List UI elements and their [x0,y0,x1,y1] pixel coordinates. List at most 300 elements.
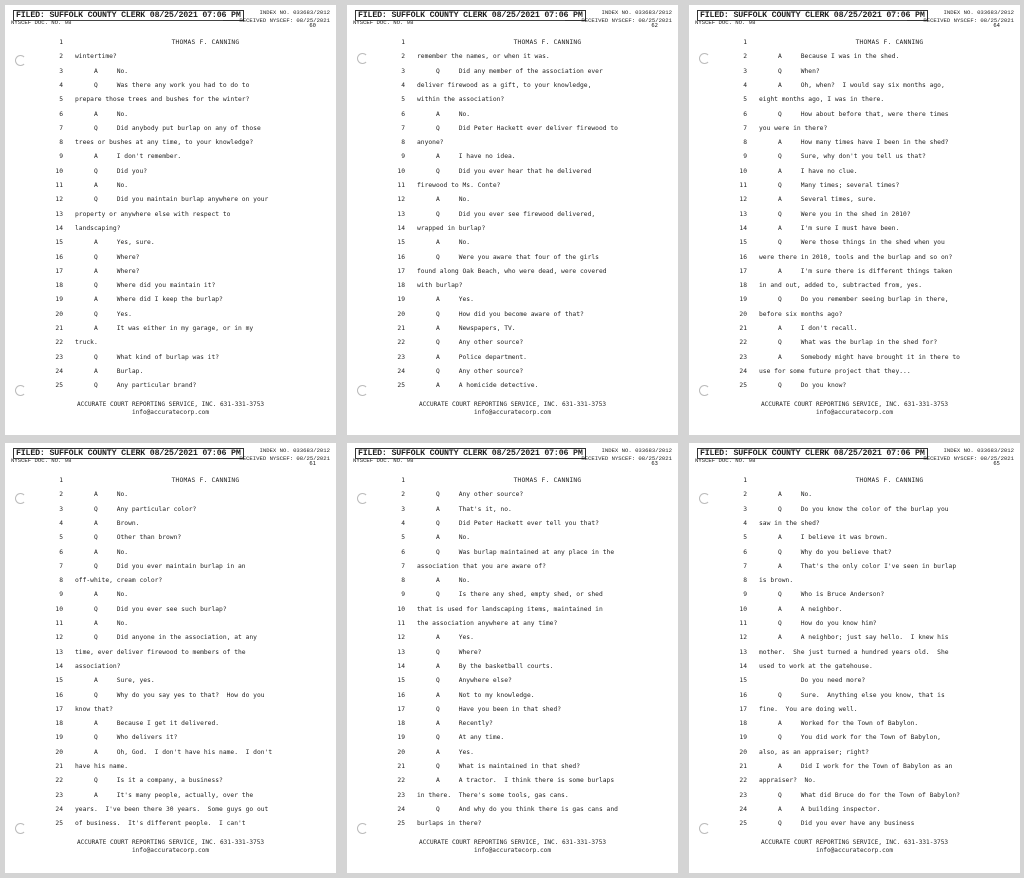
transcript-line [689,50,1020,64]
transcript-line [347,79,678,93]
filed-stamp: FILED: SUFFOLK COUNTY CLERK 08/25/2021 07:06 PM [355,448,586,459]
line-number: 17 [397,267,405,275]
line-number: 18 [397,282,405,290]
reporter-footer [5,401,336,417]
line-text: Q Did you? [75,167,148,175]
line-text: Q At any time. [417,734,505,742]
line-text: A Because I was in the shed. [759,53,900,61]
transcript-line [5,617,336,631]
line-number: 13 [55,210,63,218]
filed-stamp: FILED: SUFFOLK COUNTY CLERK 08/25/2021 07:06 PM [697,448,928,459]
transcript-line [689,293,1020,307]
line-number: 10 [55,167,63,175]
transcript-line [5,222,336,236]
line-number: 15 [397,239,405,247]
line-number: 19 [397,296,405,304]
line-text: Q What kind of burlap was it? [75,353,220,361]
line-number: 25 [739,820,747,828]
line-number: 21 [55,763,63,770]
transcript-line [689,279,1020,293]
transcript-line [5,265,336,279]
line-text: A Somebody might have brought it in there to [759,353,960,361]
transcript-line [689,236,1020,250]
reporter-company: ACCURATE COURT REPORTING SERVICE, INC. 631-331-3753 [418,401,607,408]
line-text: Q Any particular brand? [75,382,197,390]
punch-hole-mark [699,823,710,834]
transcript-line [347,179,678,193]
line-text: A Did I work for the Town of Babylon as an [759,763,953,770]
transcript-line [347,93,678,107]
reporter-footer [689,401,1020,417]
transcript-line [5,646,336,660]
reporter-email: info@accuratecorp.com [815,847,894,854]
line-text: A I'm sure I must have been. [759,224,900,232]
filed-stamp: FILED: SUFFOLK COUNTY CLERK 08/25/2021 07:06 PM [13,448,244,459]
line-text: A Burlap. [75,367,144,375]
line-number: 12 [739,634,747,642]
line-number: 14 [397,662,405,670]
line-text: Q Any other source? [417,339,524,347]
page-number: 62 [651,23,658,29]
line-number: 10 [55,605,63,613]
filing-header [693,9,1016,31]
transcript-line [347,351,678,365]
line-text: found along Oak Beach, who were dead, were covered [417,267,607,275]
transcript-line [689,617,1020,631]
transcript-line [5,336,336,350]
line-text: Q Was there any work you had to do to [75,81,250,89]
transcript-line [5,488,336,502]
line-text: A It was either in my garage, or in my [75,325,254,332]
line-number: 17 [739,705,747,713]
witness-title: THOMAS F. CANNING [513,39,582,46]
line-text: is brown. [759,577,794,585]
line-text: Q Did you ever maintain burlap in an [75,562,246,570]
filing-header [9,447,332,469]
line-text: A Sure, yes. [75,677,155,685]
line-text: A A tractor. I think there is some burlaps [417,777,615,785]
reporter-footer [5,839,336,855]
transcript-line [689,108,1020,122]
punch-hole-mark [699,53,710,64]
transcript-line [347,746,678,760]
transcript-line [5,379,336,393]
transcript-line [689,251,1020,265]
transcript-line [689,208,1020,222]
line-text: A Where did I keep the burlap? [75,296,223,304]
line-text: Q Where did you maintain it? [75,282,216,290]
line-number: 23 [397,353,405,361]
line-number: 19 [55,734,63,742]
punch-hole-mark [15,55,26,66]
line-number: 8 [743,577,747,585]
line-number: 2 [59,491,63,499]
transcript-line [5,660,336,674]
line-number: 22 [739,339,747,347]
page-number: 65 [993,461,1000,467]
line-text: A No. [75,491,129,499]
line-text: A It's many people, actually, over the [75,791,254,799]
transcript-line [5,803,336,817]
line-text: A By the basketball courts. [417,662,554,670]
line-number: 16 [397,691,405,699]
line-text: Q Do you know? [759,382,847,390]
line-text: anyone? [417,139,444,147]
line-text: Q Do you know the color of the burlap you [759,505,949,513]
transcript-line [689,379,1020,393]
reporter-footer [347,839,678,855]
line-number: 20 [739,748,747,756]
filing-header [9,9,332,31]
line-number: 23 [55,353,63,361]
line-number: 13 [397,648,405,656]
transcript-line [689,517,1020,531]
transcript-line [689,79,1020,93]
line-number: 2 [59,53,63,61]
transcript-line [347,731,678,745]
transcript-line [347,617,678,631]
received-date: RECEIVED NYSCEF: 08/25/2021 [923,455,1014,462]
transcript-page [5,443,336,873]
line-text: A A neighbor; just say hello. I knew his [759,634,949,642]
index-number: INDEX NO. 033683/2012 [943,9,1014,16]
line-text: A Yes. [417,296,474,304]
transcript-line [689,36,1020,50]
reporter-email: info@accuratecorp.com [131,847,210,854]
line-number: 24 [739,805,747,813]
line-number: 24 [55,367,63,375]
line-number: 18 [739,282,747,290]
index-number: INDEX NO. 033683/2012 [259,9,330,16]
index-number: INDEX NO. 033683/2012 [601,9,672,16]
line-text: Q Any other source? [417,367,524,375]
line-text: before six months ago? [759,310,843,318]
transcript-line [689,817,1020,831]
line-number: 14 [397,224,405,232]
line-number: 6 [59,110,63,118]
line-text: time, ever deliver firewood to members of the [75,648,246,656]
line-text: appraiser? No. [759,777,816,785]
line-text: Q Did you ever have any business [759,820,915,828]
line-number: 6 [743,548,747,556]
transcript-line [347,193,678,207]
received-date: RECEIVED NYSCEF: 08/25/2021 [239,17,330,24]
transcript-line [689,265,1020,279]
line-number: 11 [739,620,747,627]
line-number: 1 [743,39,747,46]
line-number: 8 [401,577,405,585]
line-number: 1 [743,477,747,484]
transcript-line [347,108,678,122]
transcript-line [689,731,1020,745]
line-text: Q Who delivers it? [75,734,178,742]
line-number: 2 [743,491,747,499]
line-number: 17 [739,267,747,275]
line-number: 11 [397,620,405,627]
line-text: know that? [75,705,113,713]
line-number: 6 [401,548,405,556]
line-number: 7 [743,124,747,132]
line-number: 25 [55,382,63,390]
line-number: 1 [401,39,405,46]
transcript-line [5,546,336,560]
line-number: 11 [739,182,747,189]
nyscef-doc-number: NYSCEF DOC. NO. 98 [11,457,72,464]
line-number: 4 [59,519,63,527]
punch-hole-mark [15,493,26,504]
transcript-line [689,503,1020,517]
line-number: 13 [397,210,405,218]
line-number: 9 [59,591,63,599]
transcript-line [5,122,336,136]
line-number: 24 [397,367,405,375]
line-text: Q What did Bruce do for the Town of Babylon? [759,791,960,799]
line-number: 15 [397,677,405,685]
line-number: 1 [59,39,63,46]
transcript-line [5,674,336,688]
line-text: Q Anywhere else? [417,677,512,685]
line-text: Q You did work for the Town of Babylon, [759,734,941,742]
line-number: 7 [401,562,405,570]
line-number: 5 [401,534,405,542]
line-text: the association anywhere at any time? [417,620,558,627]
transcript-line [689,136,1020,150]
punch-hole-mark [357,53,368,64]
line-number: 2 [743,53,747,61]
line-number: 21 [739,325,747,332]
nyscef-doc-number: NYSCEF DOC. NO. 98 [11,19,72,26]
transcript-page [5,5,336,435]
line-text: A I have no clue. [759,167,858,175]
line-number: 18 [55,282,63,290]
transcript-line [5,236,336,250]
line-number: 20 [397,748,405,756]
line-number: 6 [743,110,747,118]
line-number: 8 [401,139,405,147]
line-text: Q Was burlap maintained at any place in the [417,548,615,556]
transcript-line [689,746,1020,760]
transcript-line [347,689,678,703]
transcript-line [689,717,1020,731]
transcript-line [5,351,336,365]
transcript-line [347,488,678,502]
line-number: 14 [55,662,63,670]
page-number: 64 [993,23,1000,29]
line-text: Q How do you know him? [759,620,877,627]
line-text: A No. [75,548,129,556]
transcript-page [347,5,678,435]
line-number: 16 [397,253,405,261]
line-text: A A neighbor. [759,605,843,613]
line-text: A I don't remember. [75,153,182,161]
witness-title: THOMAS F. CANNING [171,477,240,484]
transcript-line [347,603,678,617]
punch-hole-mark [15,385,26,396]
transcript-line [347,560,678,574]
line-number: 14 [739,662,747,670]
line-text: saw in the shed? [759,519,820,527]
transcript-line [689,488,1020,502]
line-text: A No. [759,491,813,499]
line-number: 1 [401,477,405,484]
line-number: 3 [59,505,63,513]
filed-stamp: FILED: SUFFOLK COUNTY CLERK 08/25/2021 07:06 PM [13,10,244,21]
filed-stamp: FILED: SUFFOLK COUNTY CLERK 08/25/2021 07:06 PM [355,10,586,21]
transcript-line [689,222,1020,236]
line-number: 6 [401,110,405,118]
transcript-line [689,803,1020,817]
transcript-line [689,689,1020,703]
transcript-line [5,574,336,588]
line-text: Q Did you ever see firewood delivered, [417,210,596,218]
line-number: 24 [397,805,405,813]
line-text: A Recently? [417,720,493,728]
line-number: 7 [59,562,63,570]
line-number: 17 [55,267,63,275]
transcript-page [347,443,678,873]
line-text: Q Is it a company, a business? [75,777,223,785]
line-text: Q How about before that, were there times [759,110,949,118]
line-text: Q Who is Bruce Anderson? [759,591,885,599]
line-number: 11 [397,182,405,189]
line-number: 25 [397,820,405,828]
reporter-email: info@accuratecorp.com [473,409,552,416]
line-text: A That's the only color I've seen in burlap [759,562,957,570]
witness-title: THOMAS F. CANNING [513,477,582,484]
punch-hole-mark [699,385,710,396]
line-number: 11 [55,620,63,627]
reporter-footer [347,401,678,417]
filing-header [693,447,1016,469]
transcript-line [347,36,678,50]
line-number: 19 [397,734,405,742]
transcript-line [689,760,1020,774]
line-text: Q What is maintained in that shed? [417,763,581,770]
line-text: A No. [75,591,129,599]
transcript-line [689,660,1020,674]
line-text: Q What was the burlap in the shed for? [759,339,938,347]
line-number: 23 [739,791,747,799]
filed-stamp: FILED: SUFFOLK COUNTY CLERK 08/25/2021 07:06 PM [697,10,928,21]
line-number: 7 [743,562,747,570]
transcript-line [689,65,1020,79]
line-number: 19 [739,734,747,742]
line-text: Q Any other source? [417,491,524,499]
line-text: use for some future project that they... [759,367,911,375]
transcript-line [347,531,678,545]
transcript-line [5,517,336,531]
line-text: A No. [417,239,471,247]
transcript-line [5,560,336,574]
line-text: Q Did Peter Hackett ever deliver firewood to [417,124,618,132]
reporter-company: ACCURATE COURT REPORTING SERVICE, INC. 631-331-3753 [76,401,265,408]
line-text: Q Why do you believe that? [759,548,892,556]
line-number: 23 [739,353,747,361]
transcript-line [689,322,1020,336]
transcript-line [347,322,678,336]
received-date: RECEIVED NYSCEF: 08/25/2021 [923,17,1014,24]
transcript-line [689,674,1020,688]
transcript-line [689,179,1020,193]
line-number: 21 [55,325,63,332]
line-number: 5 [59,534,63,542]
transcript-line [5,179,336,193]
transcript-line [5,703,336,717]
filing-header [351,9,674,31]
line-number: 16 [55,691,63,699]
line-number: 12 [739,196,747,204]
line-text: deliver firewood as a gift, to your knowledge, [417,81,592,89]
transcript-line [347,474,678,488]
transcript-line [347,503,678,517]
transcript-line [5,717,336,731]
transcript-line [347,365,678,379]
punch-hole-mark [357,823,368,834]
transcript-line [689,546,1020,560]
line-text: wintertime? [75,53,117,61]
transcript-line [689,646,1020,660]
transcript-line [689,588,1020,602]
line-text: A Brown. [75,519,140,527]
line-number: 9 [743,591,747,599]
line-text: in and out, added to, subtracted from, yes. [759,282,923,290]
transcript-line [347,236,678,250]
nyscef-doc-number: NYSCEF DOC. NO. 98 [353,457,414,464]
transcript-line [5,279,336,293]
transcript-line [689,165,1020,179]
line-text: Q Did anyone in the association, at any [75,634,257,642]
line-text: A Yes. [417,634,474,642]
line-text: Q Did Peter Hackett ever tell you that? [417,519,599,527]
line-number: 9 [743,153,747,161]
line-number: 5 [401,96,405,104]
line-number: 21 [739,763,747,770]
received-date: RECEIVED NYSCEF: 08/25/2021 [581,17,672,24]
transcript-line [689,703,1020,717]
line-number: 9 [401,591,405,599]
line-number: 12 [397,196,405,204]
line-text: A I have no idea. [417,153,516,161]
witness-title: THOMAS F. CANNING [171,39,240,46]
line-number: 25 [397,382,405,390]
transcript-line [689,474,1020,488]
transcript-line [5,817,336,831]
line-number: 7 [59,124,63,132]
transcript-line [5,136,336,150]
line-number: 13 [739,648,747,656]
transcript-line [5,531,336,545]
line-number: 22 [397,339,405,347]
reporter-footer [689,839,1020,855]
line-text: burlaps in there? [417,820,482,828]
line-number: 3 [59,67,63,75]
line-number: 10 [739,605,747,613]
line-number: 22 [55,777,63,785]
line-text: A Oh, God. I don't have his name. I don't [75,748,273,756]
line-text: property or anywhere else with respect to [75,210,231,218]
line-text: Q Were you aware that four of the girls [417,253,599,261]
line-text: Do you need more? [759,677,866,685]
transcript-line [689,789,1020,803]
transcript-line [5,689,336,703]
line-text: A Newspapers, TV. [417,325,516,332]
line-text: association? [75,662,121,670]
transcript-line [689,631,1020,645]
line-number: 17 [55,705,63,713]
line-text: Q How did you become aware of that? [417,310,584,318]
reporter-email: info@accuratecorp.com [131,409,210,416]
line-number: 13 [739,210,747,218]
